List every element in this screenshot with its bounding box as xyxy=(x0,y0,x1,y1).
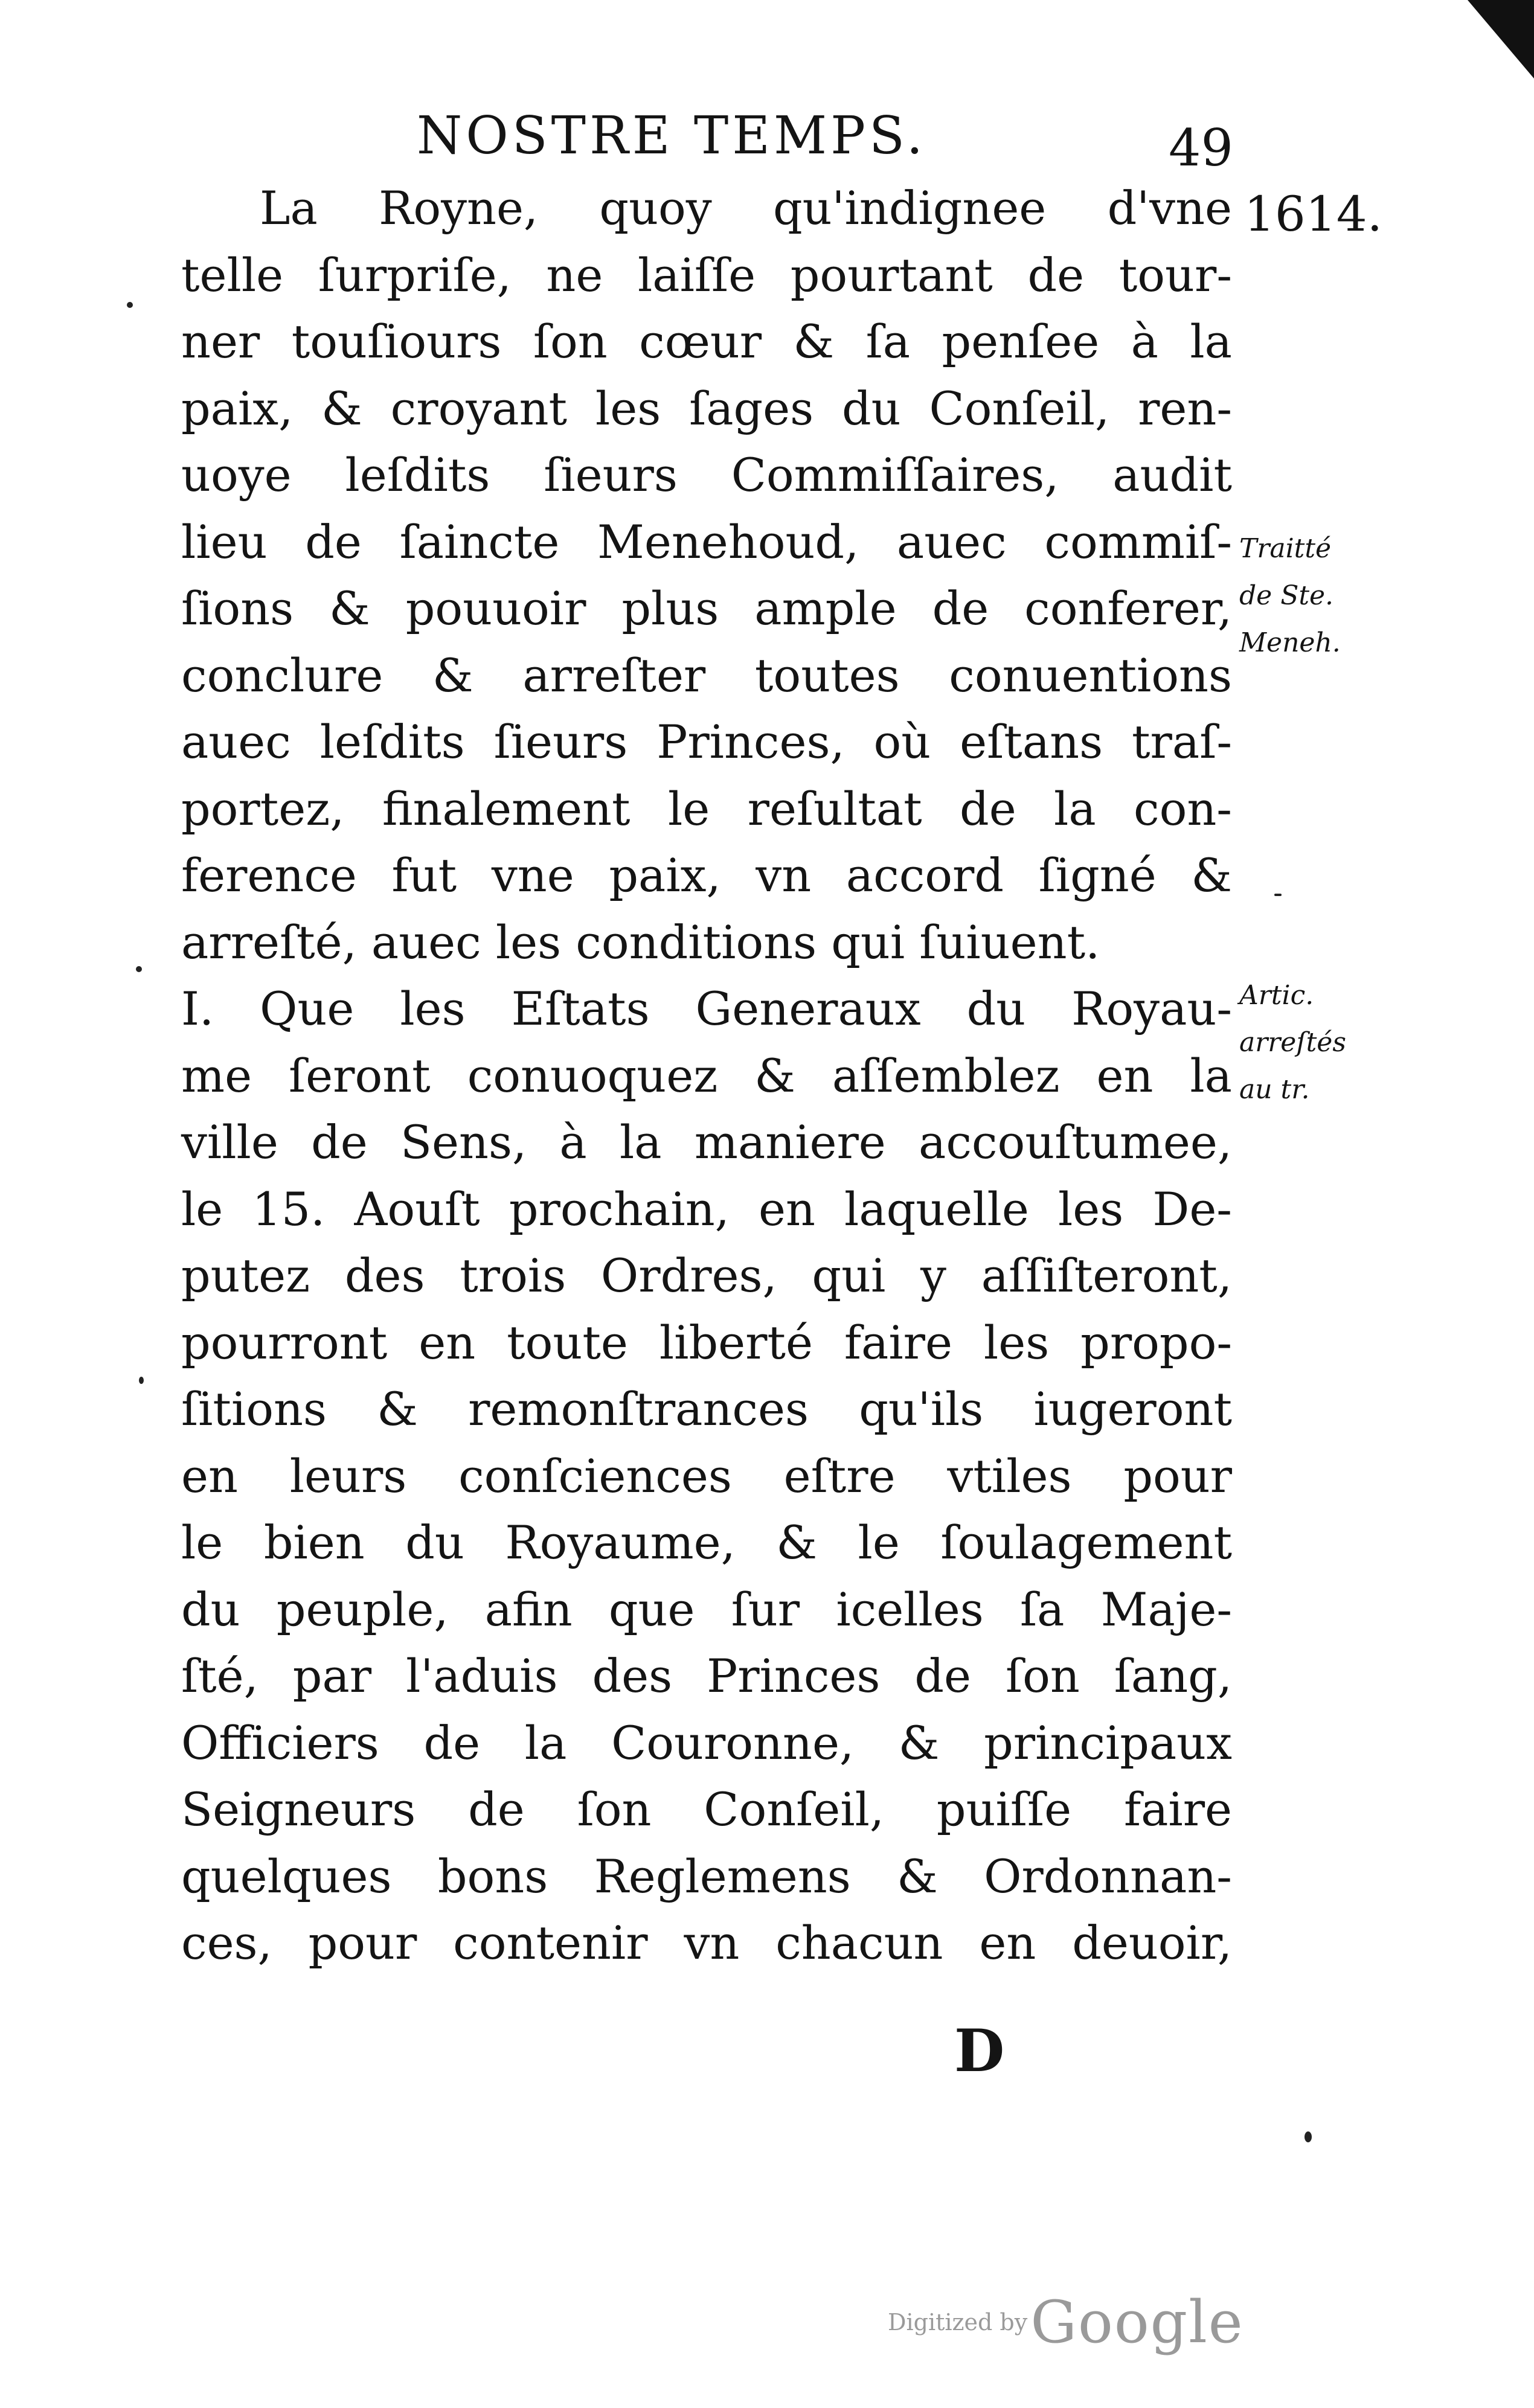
text-line: ſions & pouuoir plus ample de conferer, xyxy=(181,581,1232,635)
text-line: quelques bons Reglemens & Ordonnan- xyxy=(181,1849,1232,1903)
text-line: ference fut vne paix, vn accord ſigné & xyxy=(181,848,1232,902)
text-line: auec leſdits ſieurs Princes, où eſtans traſ- xyxy=(181,715,1232,769)
text-line: paix, & croyant les ſages du Conſeil, ren- xyxy=(181,381,1232,435)
text-line: ces, pour contenir vn chacun en deuoir, xyxy=(181,1916,1232,1970)
text-line: ner touſiours ſon cœur & ſa penſee à la xyxy=(181,315,1232,368)
digitized-watermark xyxy=(888,2288,1244,2356)
ink-speck xyxy=(1274,894,1282,896)
page-header xyxy=(0,100,1534,178)
text-line: en leurs conſciences eſtre vtiles pour xyxy=(181,1449,1232,1503)
margin-note-articles xyxy=(1239,972,1390,1113)
text-line: me ſeront conuoquez & aſſemblez en la xyxy=(181,1048,1232,1103)
text-line: du peuple, afin que ſur icelles ſa Maje- xyxy=(181,1582,1232,1636)
text-line: telle ſurpriſe, ne laiſſe pourtant de tour- xyxy=(181,248,1232,302)
margin-note-line: de Ste. xyxy=(1239,580,1334,611)
margin-year: 1614. xyxy=(1244,186,1383,242)
margin-note-line: Artic. xyxy=(1239,980,1314,1011)
text-line: ſté, par l'aduis des Princes de ſon ſang, xyxy=(181,1649,1232,1703)
ink-speck xyxy=(136,966,142,972)
text-line: La Royne, quoy qu'indignee d'vne xyxy=(260,181,1232,235)
watermark-prefix: Digitized by xyxy=(888,2309,1028,2336)
margin-note-line: arreſtés xyxy=(1239,1027,1346,1058)
text-line: pourront en toute liberté faire les propo- xyxy=(181,1315,1232,1369)
text-line: putez des trois Ordres, qui y aſſiſteront, xyxy=(181,1249,1232,1302)
text-line: le bien du Royaume, & le ſoulagement xyxy=(181,1516,1232,1569)
text-line: portez, finalement le reſultat de la con- xyxy=(181,781,1232,836)
text-line: arreſté, auec les conditions qui ſuiuent. xyxy=(181,915,1100,969)
margin-note-line: Meneh. xyxy=(1239,627,1341,658)
watermark-brand: Google xyxy=(1030,2288,1244,2356)
text-line: le 15. Aouſt prochain, en laquelle les De- xyxy=(181,1182,1232,1236)
text-line: ville de Sens, à la maniere accouſtumee, xyxy=(181,1115,1232,1169)
page-number: 49 xyxy=(1169,118,1233,178)
running-title: NOSTRE TEMPS. xyxy=(417,106,927,166)
ink-speck xyxy=(127,302,133,308)
text-line: uoye leſdits ſieurs Commiſſaires, audit xyxy=(181,448,1232,502)
margin-note-line: Traitté xyxy=(1239,533,1332,564)
ink-speck xyxy=(1305,2131,1312,2142)
signature-mark: D xyxy=(954,2017,1005,2085)
page-corner-shadow xyxy=(1443,0,1534,91)
text-line: I. Que les Eſtats Generaux du Royau- xyxy=(181,982,1232,1036)
text-line: Officiers de la Couronne, & principaux xyxy=(181,1715,1232,1770)
margin-note-line: au tr. xyxy=(1239,1074,1310,1105)
text-line: Seigneurs de ſon Conſeil, puiſſe faire xyxy=(181,1782,1232,1836)
ink-speck xyxy=(139,1377,144,1384)
text-line: ſitions & remonſtrances qu'ils iugeront xyxy=(181,1382,1232,1436)
text-line: conclure & arreſter toutes conuentions xyxy=(181,648,1232,702)
margin-note-treaty xyxy=(1239,525,1390,667)
text-line: lieu de ſaincte Menehoud, auec commiſ- xyxy=(181,514,1232,569)
body-text xyxy=(181,175,1232,1977)
